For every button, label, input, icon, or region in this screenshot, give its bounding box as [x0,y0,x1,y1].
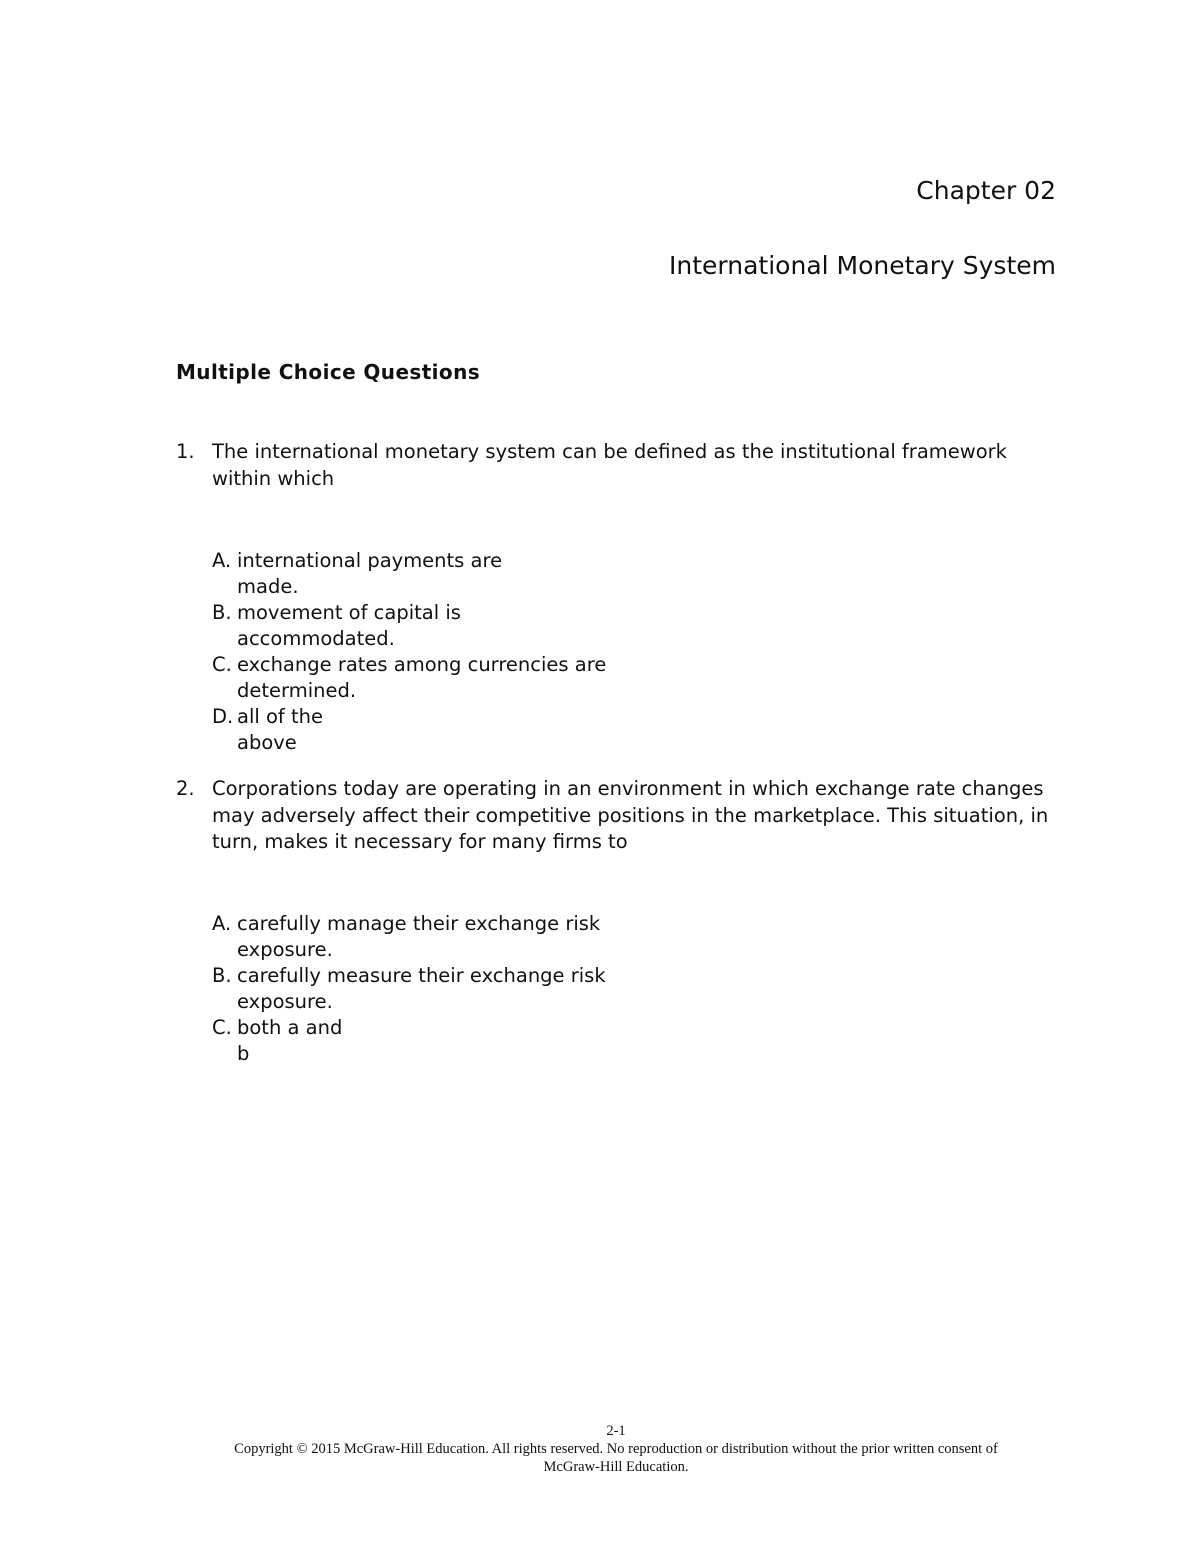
question-1 [176,439,1066,492]
option-letter: C. [212,653,232,676]
option-letter: A. [212,912,232,935]
option-a [212,911,606,963]
option-text-continued: exposure. [237,990,333,1013]
question-text: Corporations today are operating in an environment in which exchange rate changes may adversely affect their competitive positions in the marketplace. This situation, in turn, makes it necessary for many firms to [212,777,1049,853]
chapter-label: Chapter 02 [916,176,1056,205]
question-number: 2. [176,777,195,800]
copyright-notice-continued: McGraw-Hill Education. [543,1459,689,1475]
option-letter: B. [212,601,232,624]
section-heading: Multiple Choice Questions [176,360,481,384]
option-text: all of the [237,705,323,728]
option-letter: D. [212,705,234,728]
option-text-continued: exposure. [237,938,333,961]
option-text: carefully measure their exchange risk [237,964,606,987]
option-text-continued: above [237,731,297,754]
page-footer [0,1422,1200,1476]
option-text: both a and [237,1016,343,1039]
option-letter: C. [212,1016,232,1039]
option-letter: A. [212,549,232,572]
option-b [212,600,606,652]
question-1-options [212,548,606,756]
option-text: movement of capital is [237,601,461,624]
option-text-continued: b [237,1042,250,1065]
option-c [212,652,606,704]
option-text: carefully manage their exchange risk [237,912,601,935]
option-b [212,963,606,1015]
copyright-notice: Copyright © 2015 McGraw-Hill Education. All rights reserved. No reproduction or distribution without the prior written consent of [234,1441,998,1457]
option-d [212,704,606,756]
option-letter: B. [212,964,232,987]
question-2 [176,776,1066,856]
option-text-continued: made. [237,575,299,598]
question-text: The international monetary system can be defined as the institutional framework within which [212,440,1007,490]
option-text: exchange rates among currencies are [237,653,607,676]
option-a [212,548,606,600]
question-2-options [212,911,606,1067]
option-text: international payments are [237,549,503,572]
question-number: 1. [176,440,195,463]
option-text-continued: determined. [237,679,357,702]
option-text-continued: accommodated. [237,627,395,650]
page-number: 2-1 [606,1423,626,1439]
document-title: International Monetary System [669,251,1056,280]
option-c [212,1015,606,1067]
